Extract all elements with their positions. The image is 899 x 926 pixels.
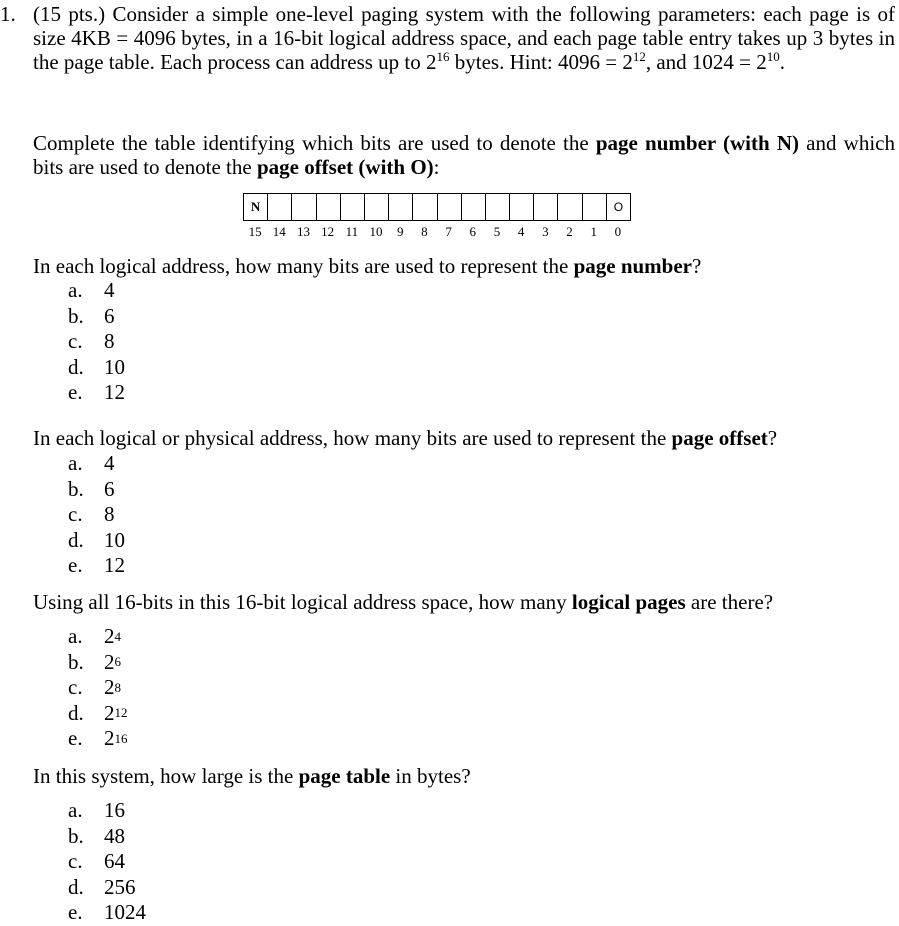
bit-cell[interactable]: N	[244, 194, 268, 220]
bit-cell[interactable]	[365, 194, 389, 220]
subquestion-bold: logical pages	[571, 590, 686, 614]
subquestion-bold: page table	[298, 764, 391, 788]
bit-cell[interactable]	[438, 194, 462, 220]
bit-cell[interactable]	[389, 194, 413, 220]
bit-cell[interactable]	[292, 194, 316, 220]
bit-index: 8	[421, 224, 428, 239]
intro-text: .	[779, 50, 786, 74]
option-item[interactable]	[68, 278, 125, 304]
options-page-offset	[68, 451, 125, 579]
option-item[interactable]	[68, 900, 146, 926]
option-value: 6	[104, 303, 115, 328]
bit-cell[interactable]	[486, 194, 510, 220]
subquestion-text: ?	[692, 254, 702, 278]
option-letter: d.	[68, 700, 84, 725]
option-value: 10	[104, 354, 125, 379]
option-item[interactable]: c. 2 8	[68, 675, 121, 700]
option-letter: c.	[68, 675, 83, 700]
subquestion-logical-pages	[33, 590, 773, 614]
option-letter: b.	[68, 303, 84, 328]
subquestion-page-table	[33, 764, 471, 788]
bit-cell[interactable]	[534, 194, 558, 220]
option-item[interactable]	[68, 849, 146, 875]
option-letter: b.	[68, 476, 84, 501]
bit-index: 6	[469, 224, 477, 239]
option-value: 48	[104, 823, 125, 848]
option-letter: a.	[68, 278, 83, 303]
bit-cell[interactable]	[462, 194, 486, 220]
option-value: 1024	[104, 900, 146, 925]
option-letter: e.	[68, 726, 83, 751]
option-value: 12	[104, 380, 125, 405]
option-letter: c.	[68, 849, 83, 874]
option-item[interactable]	[68, 304, 125, 330]
question-intro	[33, 2, 895, 74]
subquestion-text: ?	[767, 426, 778, 450]
option-value: 256	[104, 874, 136, 899]
bit-index: 0	[614, 224, 622, 239]
intro-exponent: 16	[436, 49, 450, 64]
instruction-bold: page offset (with O)	[256, 155, 434, 179]
option-value: 10	[104, 527, 125, 552]
option-letter: a.	[68, 798, 83, 823]
option-letter: b.	[68, 823, 84, 848]
bit-cell[interactable]	[341, 194, 365, 220]
instruction-bold: page number (with N)	[595, 131, 799, 155]
bit-index: 10	[369, 224, 383, 239]
instruction-text: Complete the table identifying which bits are used to denote the	[33, 131, 596, 155]
option-letter: d.	[68, 527, 84, 552]
option-value: 64	[104, 849, 125, 874]
option-value: 16	[104, 798, 125, 823]
intro-text: , and 1024 = 2	[645, 50, 767, 74]
bit-cell[interactable]	[558, 194, 582, 220]
option-item[interactable]	[68, 329, 125, 355]
option-letter: e.	[68, 380, 83, 405]
bit-index: 11	[345, 224, 359, 239]
bit-cell[interactable]	[510, 194, 534, 220]
bit-cell[interactable]	[583, 194, 607, 220]
option-item[interactable]: d. 2 12	[68, 700, 128, 725]
option-value: 2	[104, 675, 115, 700]
bit-index: 13	[296, 224, 310, 239]
option-value: 8	[104, 329, 115, 354]
bit-index: 4	[517, 224, 525, 239]
option-item[interactable]	[68, 553, 125, 579]
subquestion-bold: page offset	[671, 426, 768, 450]
subquestion-page-offset	[33, 426, 777, 450]
subquestion-text: In each logical or physical address, how many bits are used to represent the	[33, 426, 672, 450]
bit-index: 3	[542, 224, 549, 239]
option-value: 4	[104, 451, 115, 476]
option-letter: b.	[68, 649, 84, 674]
bit-index: 14	[272, 224, 286, 239]
option-item[interactable]: a. 2 4	[68, 624, 121, 649]
option-letter: e.	[68, 553, 83, 578]
bit-cell[interactable]: O	[607, 194, 631, 220]
option-item[interactable]	[68, 875, 146, 901]
option-item[interactable]	[68, 355, 125, 381]
option-letter: d.	[68, 354, 84, 379]
option-value: 8	[104, 502, 115, 527]
bit-index: 7	[445, 224, 452, 239]
option-value: 12	[104, 553, 125, 578]
option-letter: a.	[68, 624, 83, 649]
option-value: 2	[104, 624, 115, 649]
bit-cell[interactable]	[413, 194, 437, 220]
subquestion-page-number	[33, 254, 701, 278]
option-item[interactable]	[68, 477, 125, 503]
option-item[interactable]	[68, 451, 125, 477]
option-value: 2	[104, 726, 115, 751]
option-value: 2	[104, 700, 115, 725]
subquestion-text: In each logical address, how many bits are used to represent the	[33, 254, 574, 278]
option-item[interactable]	[68, 502, 125, 528]
subquestion-text: are there?	[685, 590, 774, 614]
option-value: 2	[104, 649, 115, 674]
option-letter: d.	[68, 874, 84, 899]
bit-index: 15	[248, 224, 262, 239]
bit-index: 5	[493, 224, 501, 239]
subquestion-bold: page number	[573, 254, 693, 278]
bit-index: 1	[590, 224, 597, 239]
options-page-table	[68, 798, 146, 926]
bit-index: 9	[396, 224, 404, 239]
instruction-text: :	[433, 155, 440, 179]
option-letter: a.	[68, 451, 83, 476]
option-value: 6	[104, 476, 115, 501]
option-item[interactable]	[68, 528, 125, 554]
subquestion-text: in bytes?	[390, 764, 471, 788]
bit-index: 2	[566, 224, 573, 239]
bit-table	[243, 193, 631, 221]
option-item[interactable]	[68, 798, 146, 824]
option-item[interactable]	[68, 824, 146, 850]
option-letter: c.	[68, 329, 83, 354]
intro-exponent: 12	[632, 49, 646, 64]
subquestion-text: In this system, how large is the	[33, 764, 299, 788]
bit-cell[interactable]	[268, 194, 292, 220]
option-item[interactable]: b. 2 6	[68, 649, 121, 674]
intro-text: (15 pts.) Consider a simple one-level paging system with the following parameters: each page is of size 4KB = 4096 bytes, in a 16-bit logical address space, and each page table entry takes up 3 bytes in the page table. Each process can address up to 2	[33, 2, 895, 74]
options-page-number	[68, 278, 125, 406]
option-value: 4	[104, 278, 115, 303]
intro-exponent: 10	[766, 49, 780, 64]
bit-cell[interactable]	[317, 194, 341, 220]
instruction-text: and which bits are used to denote the	[33, 131, 895, 179]
question-number: 1.	[0, 2, 16, 26]
intro-text: bytes. Hint: 4096 = 2	[449, 50, 633, 74]
option-letter: e.	[68, 900, 83, 925]
bit-index: 12	[321, 224, 335, 239]
option-item[interactable]: e. 2 16	[68, 726, 128, 751]
bit-index-row	[243, 224, 630, 240]
option-letter: c.	[68, 502, 83, 527]
options-logical-pages	[68, 624, 128, 752]
table-instruction	[33, 131, 895, 179]
subquestion-text: Using all 16-bits in this 16-bit logical address space, how many	[33, 590, 572, 614]
option-item[interactable]	[68, 380, 125, 406]
